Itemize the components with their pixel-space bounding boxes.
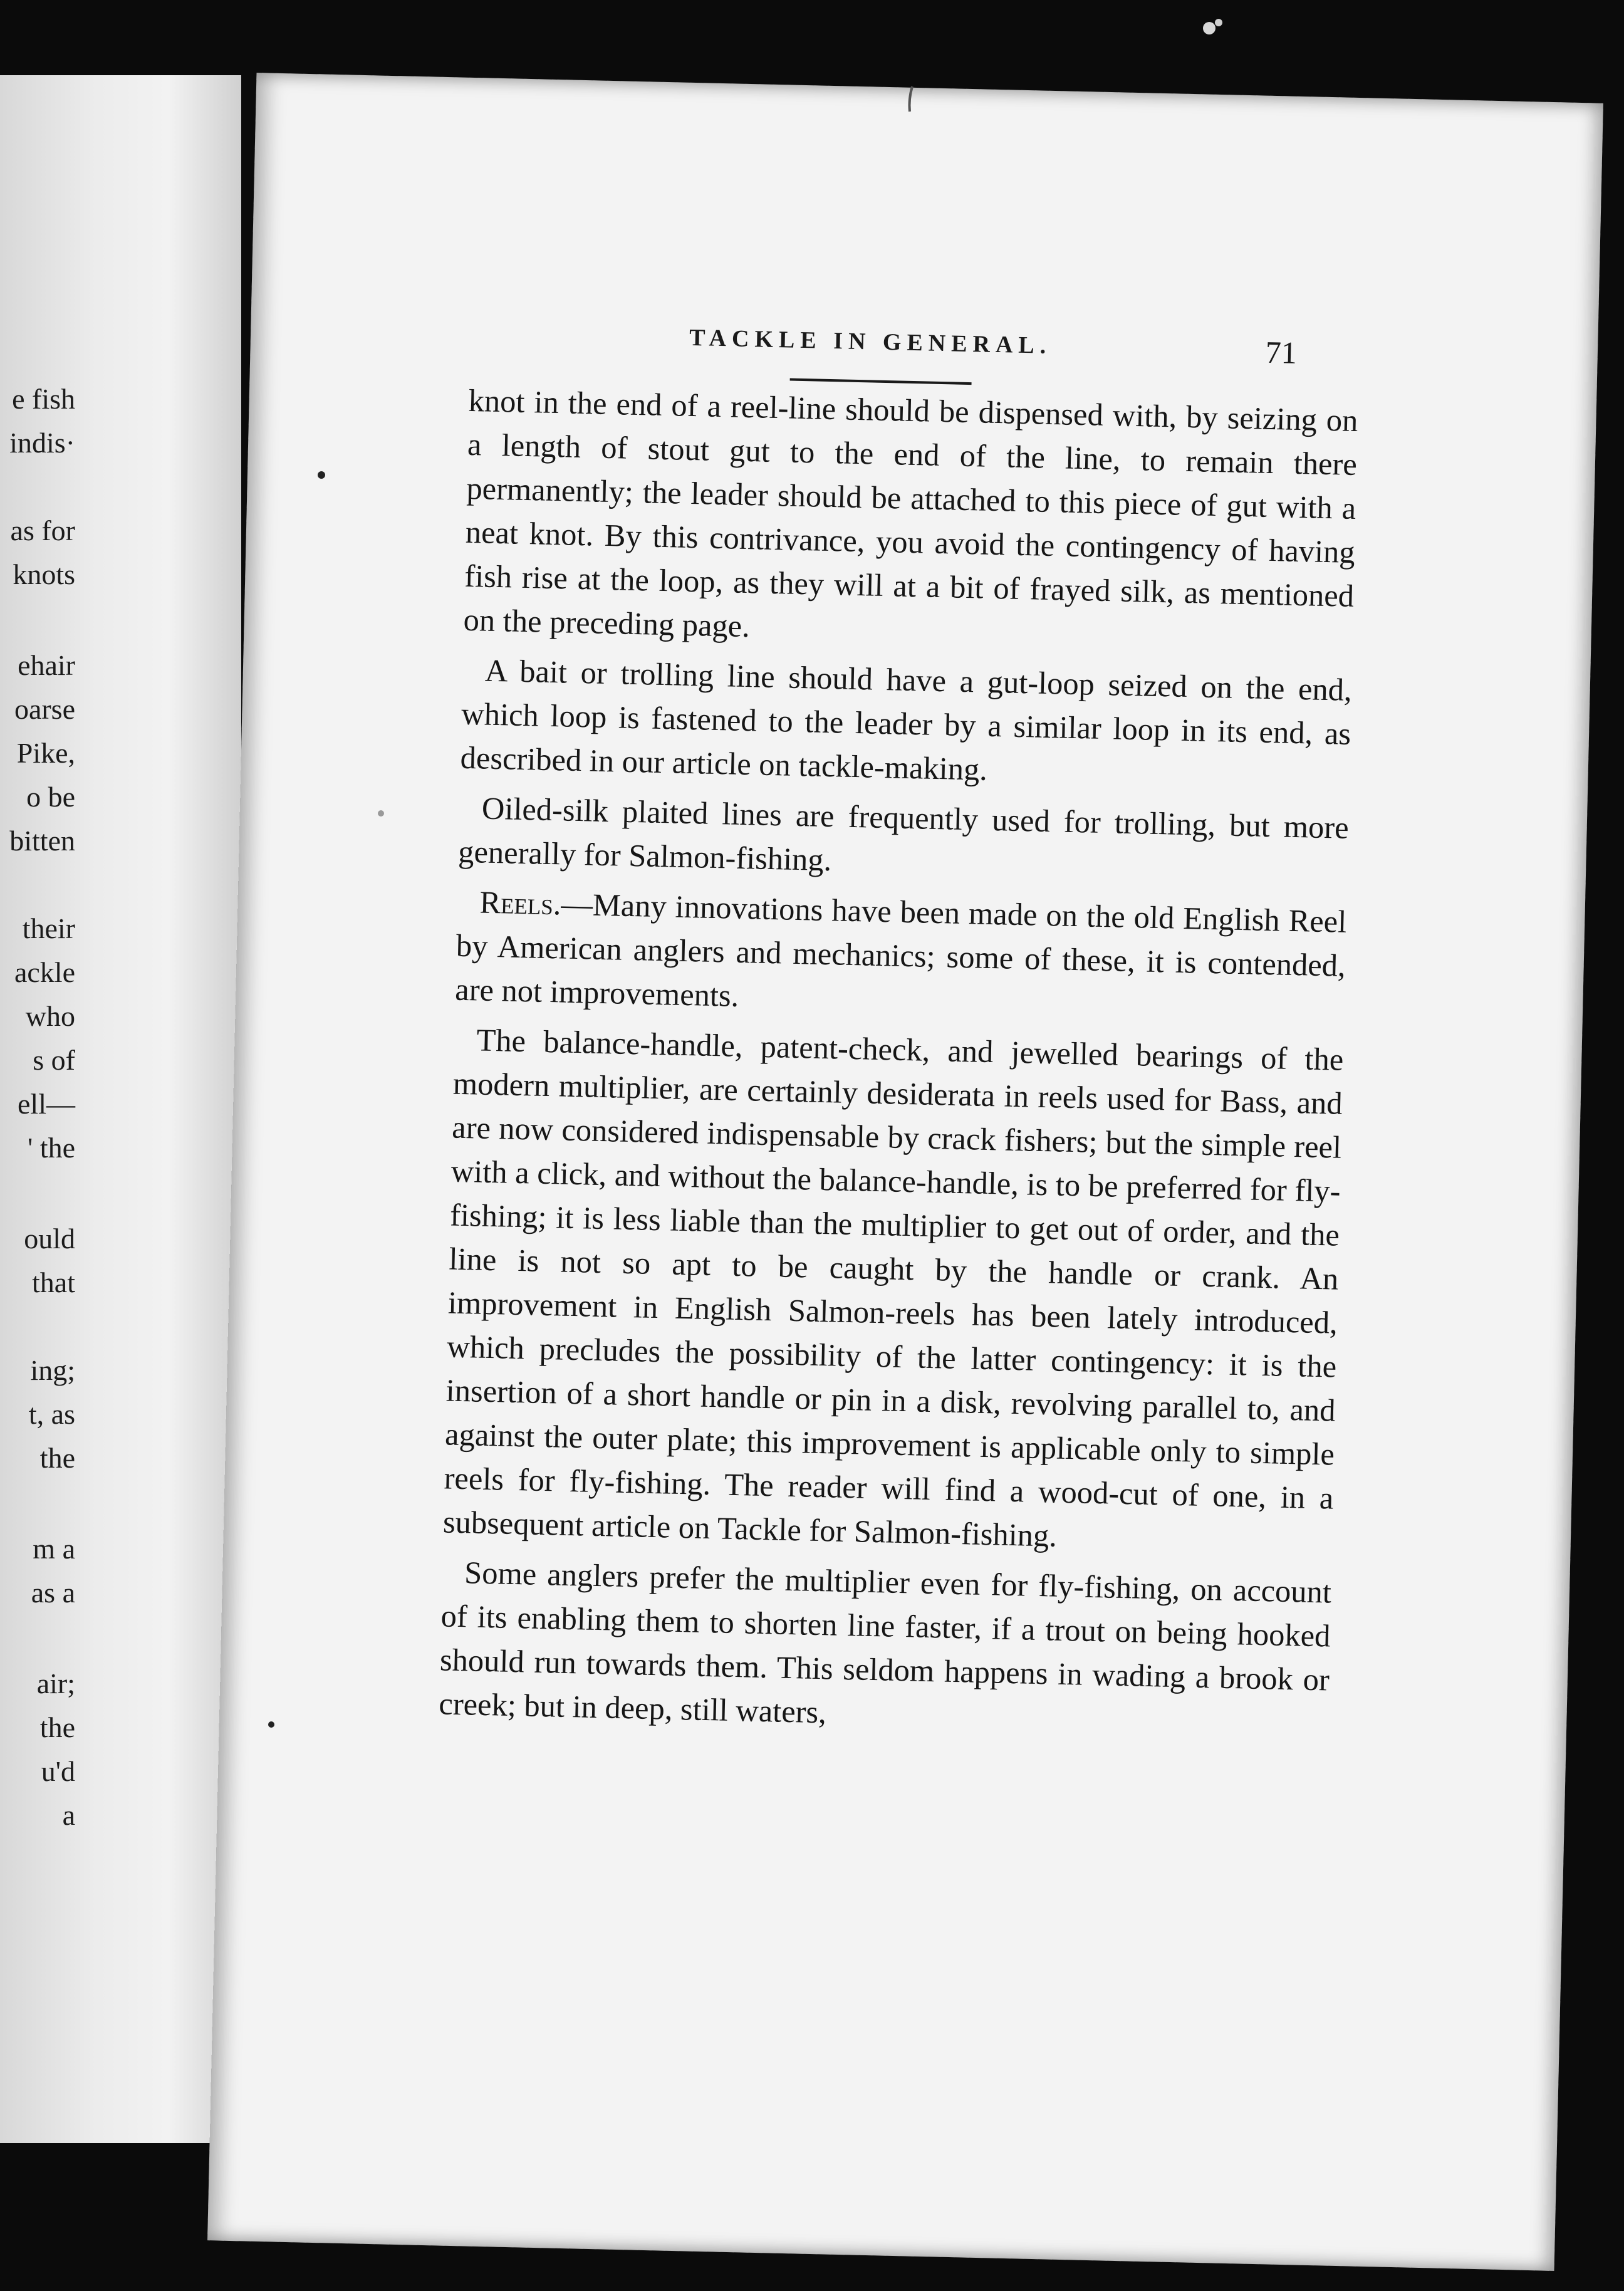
left-fragment: Pike, (16, 737, 75, 769)
running-head: TACKLE IN GENERAL. (689, 324, 1052, 359)
left-fragment: bitten (9, 825, 75, 857)
left-fragment: s of (33, 1044, 75, 1076)
left-fragment: a (62, 1799, 75, 1831)
left-fragment: indis· (9, 427, 75, 459)
paragraph-reels (455, 880, 1347, 1031)
left-page-text-fragments (0, 75, 75, 2143)
left-fragment: ehair (18, 649, 75, 681)
left-fragment: o be (26, 781, 75, 813)
left-fragment: ell— (18, 1088, 75, 1120)
paragraph: knot in the end of a reel-line should be dispensed with, by seizing on a length of stout gut to the end of the line, to remain there permanently; the leader should be attached to this piece of gut with a neat knot. By this contrivance, you avoid the contingency of having fish rise at the loop, as they will at a bit of frayed silk, as mentioned on the preceding page. (463, 382, 1359, 644)
left-fragment: who (25, 1000, 75, 1032)
body-text (439, 378, 1358, 1746)
left-fragment: the (39, 1442, 75, 1474)
paragraph: The balance-handle, patent-check, and jewelled bearings of the modern multiplier, are certainly desiderata in reels used for Bass, and are now considered indispensable by crack fishers; but the simple reel with a click, and without the balance-handle, is to be preferred for fly-fishing; it is less liable than the multiplier to get out of order, and the line is not so apt to be caught by the handle or crank. An improvement in English Salmon-reels has been lately introduced, which precludes the possibility of the latter contingency: it is the insertion of a short handle or pin in a disk, revolving parallel to, and against the outer plate; this improvement is applicable only to simple reels for fly-fishing. The reader will find a wood-cut of one, in a subsequent article on Tackle for Salmon-fishing. (442, 1022, 1344, 1553)
paragraph: A bait or trolling line should have a gut-loop seized on the end, which loop is fastened to the leader by a similar loop in its end, as described in our article on tackle-making. (460, 652, 1353, 787)
left-fragment: ould (24, 1223, 75, 1255)
left-fragment: m a (33, 1533, 75, 1565)
left-fragment: ' the (28, 1132, 75, 1164)
left-fragment: e fish (12, 383, 75, 415)
left-fragment: ing; (30, 1354, 75, 1386)
left-fragment: knots (13, 558, 75, 590)
paragraph-text: Many innovations have been made on the old English Reel by American anglers and mechanics; some of these, it is contended, are not improvements. (454, 887, 1347, 1013)
left-fragment: as a (31, 1577, 75, 1609)
paragraph: Some anglers prefer the multiplier even for fly-fishing, on account of its enabling them to shorten line faster, if a trout on being hooked should run towards them. This seldom happens in wading a brook or creek; but in deep, still waters, (438, 1555, 1332, 1730)
left-fragment: that (32, 1266, 75, 1298)
left-fragment: u'd (41, 1755, 75, 1787)
section-heading-reels: Reels.— (479, 884, 593, 922)
left-fragment: oarse (14, 693, 75, 725)
header-rule (790, 378, 972, 385)
left-fragment: air; (36, 1667, 75, 1699)
left-fragment: the (39, 1711, 75, 1743)
main-page (207, 73, 1603, 2271)
left-fragment: as for (10, 514, 75, 546)
left-fragment: ackle (14, 956, 75, 988)
left-page (0, 75, 241, 2143)
page-number: 71 (1265, 334, 1298, 370)
left-fragment: their (22, 912, 75, 944)
paragraph: Oiled-silk plaited lines are frequently used for trolling, but more generally for Salmon-fishing. (457, 790, 1350, 878)
left-fragment: t, as (28, 1398, 75, 1430)
